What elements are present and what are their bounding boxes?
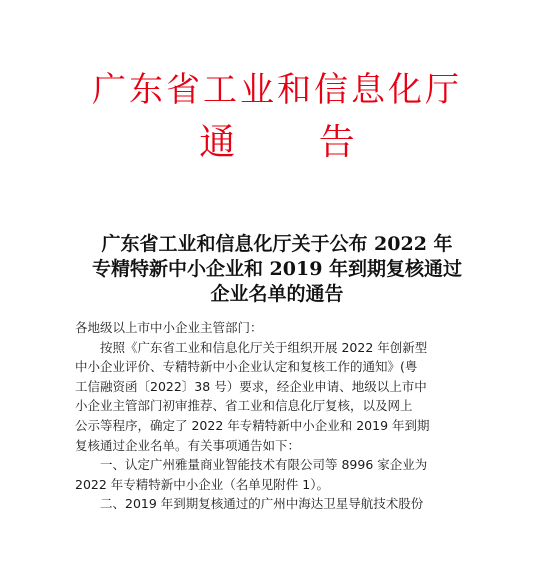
notice-title-line-1: 广东省工业和信息化厅关于公布 2022 年 [101,233,453,255]
salutation: 各地级以上市中小企业主管部门： [75,320,263,335]
paragraph-1 [75,338,489,456]
paragraph-line: 二、2019 年到期复核通过的广州中海达卫星导航技术股份 [100,496,424,512]
notice-title-line-3: 企业名单的通告 [210,283,344,305]
paragraph-3 [75,494,489,514]
notice-title [0,232,554,307]
issuing-organization-header: 广东省工业和信息化厅 [92,70,462,110]
paragraph-line: 一、认定广州雅量商业智能技术有限公司等 8996 家企业为 [100,457,428,473]
paragraph-line: 中小企业评价、专精特新中小企业认定和复核工作的通知》(粤 [75,359,418,375]
notice-body [75,318,489,514]
paragraph-line: 公示等程序，确定了 2022 年专精特新中小企业和 2019 年到期 [75,417,430,433]
paragraph-line: 按照《广东省工业和信息化厅关于组织开展 2022 年创新型 [100,339,428,355]
paragraph-line: 复核通过企业名单。有关事项通告如下： [75,437,301,453]
paragraph-line: 工信融资函〔2022〕38 号）要求，经企业申请、地级以上市中 [75,378,427,394]
paragraph-line: 2022 年专精特新中小企业（名单见附件 1）。 [75,476,329,492]
notice-title-line-2: 专精特新中小企业和 2019 年到期复核通过 [91,258,463,280]
document-type-heading: 通 告 [199,122,391,163]
paragraph-line: 小企业主管部门初审推荐、省工业和信息化厅复核，以及网上 [75,398,413,414]
paragraph-2 [75,455,489,494]
